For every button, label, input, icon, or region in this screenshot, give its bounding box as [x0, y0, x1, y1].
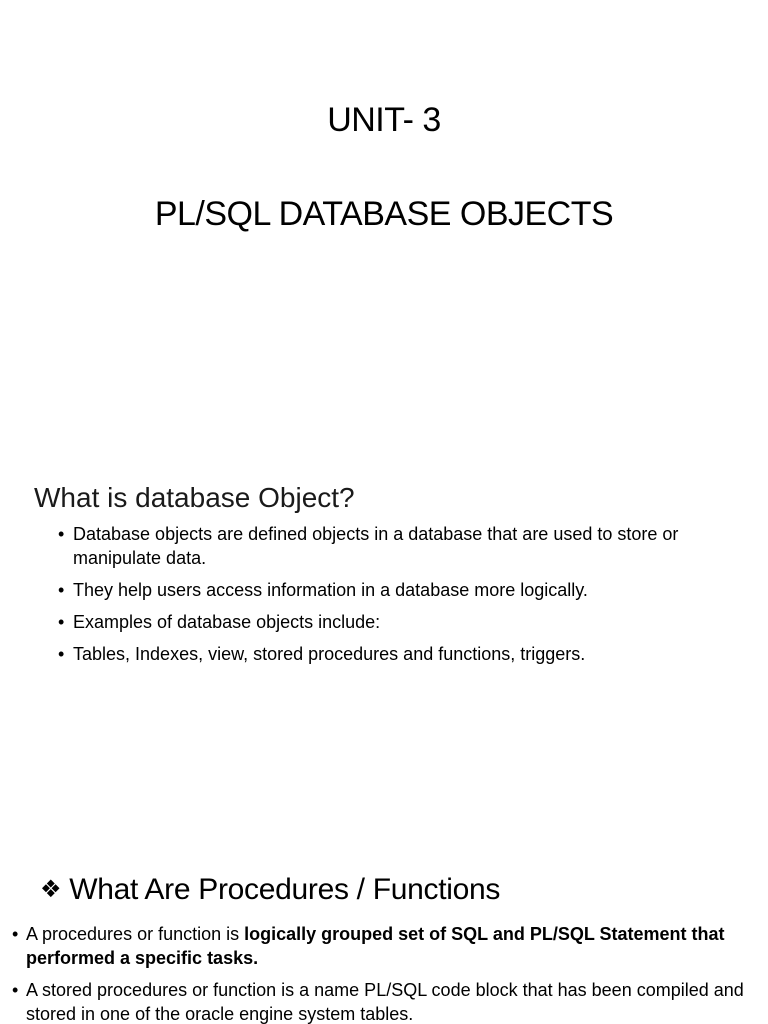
slide-title: PL/SQL DATABASE OBJECTS	[154, 195, 614, 233]
bold-text: logically grouped set of SQL and PL/SQL Statement that performed a specific tasks.	[26, 924, 725, 968]
list-item-text: Examples of database objects include:	[73, 612, 381, 632]
diamond-bullet-icon: ❖	[40, 876, 62, 903]
title-slide	[0, 0, 768, 440]
bullet-icon: •	[58, 524, 65, 544]
list-item	[12, 922, 757, 970]
list-item	[12, 978, 757, 1024]
list-item	[58, 522, 718, 570]
list-item	[58, 578, 718, 602]
database-object-slide	[0, 470, 768, 730]
section-heading	[40, 870, 500, 910]
list-item	[58, 610, 718, 634]
bullet-icon: •	[58, 644, 65, 664]
list-item-text: They help users access information in a database more logically.	[73, 580, 588, 600]
unit-title: UNIT- 3	[327, 101, 441, 139]
bullet-icon: •	[58, 580, 65, 600]
list-item-text: Tables, Indexes, view, stored procedures and functions, triggers.	[73, 644, 586, 664]
list-item	[58, 642, 718, 666]
section-heading-text: What Are Procedures / Functions	[69, 873, 501, 906]
bullet-icon: •	[12, 980, 19, 1000]
list-item-text: A stored procedures or function is a name PL/SQL code block that has been compiled and stored in one of the oracle engine system tables.	[26, 980, 744, 1024]
bullet-icon: •	[58, 612, 65, 632]
bullet-icon: •	[12, 924, 19, 944]
bullet-list	[58, 522, 718, 674]
section-heading: What is database Object?	[34, 482, 355, 513]
procedures-slide	[0, 862, 768, 1024]
list-item-text: Database objects are defined objects in a database that are used to store or manipulate data.	[73, 524, 679, 568]
bullet-list	[12, 922, 757, 1024]
list-item-text: A procedures or function is	[26, 924, 245, 944]
